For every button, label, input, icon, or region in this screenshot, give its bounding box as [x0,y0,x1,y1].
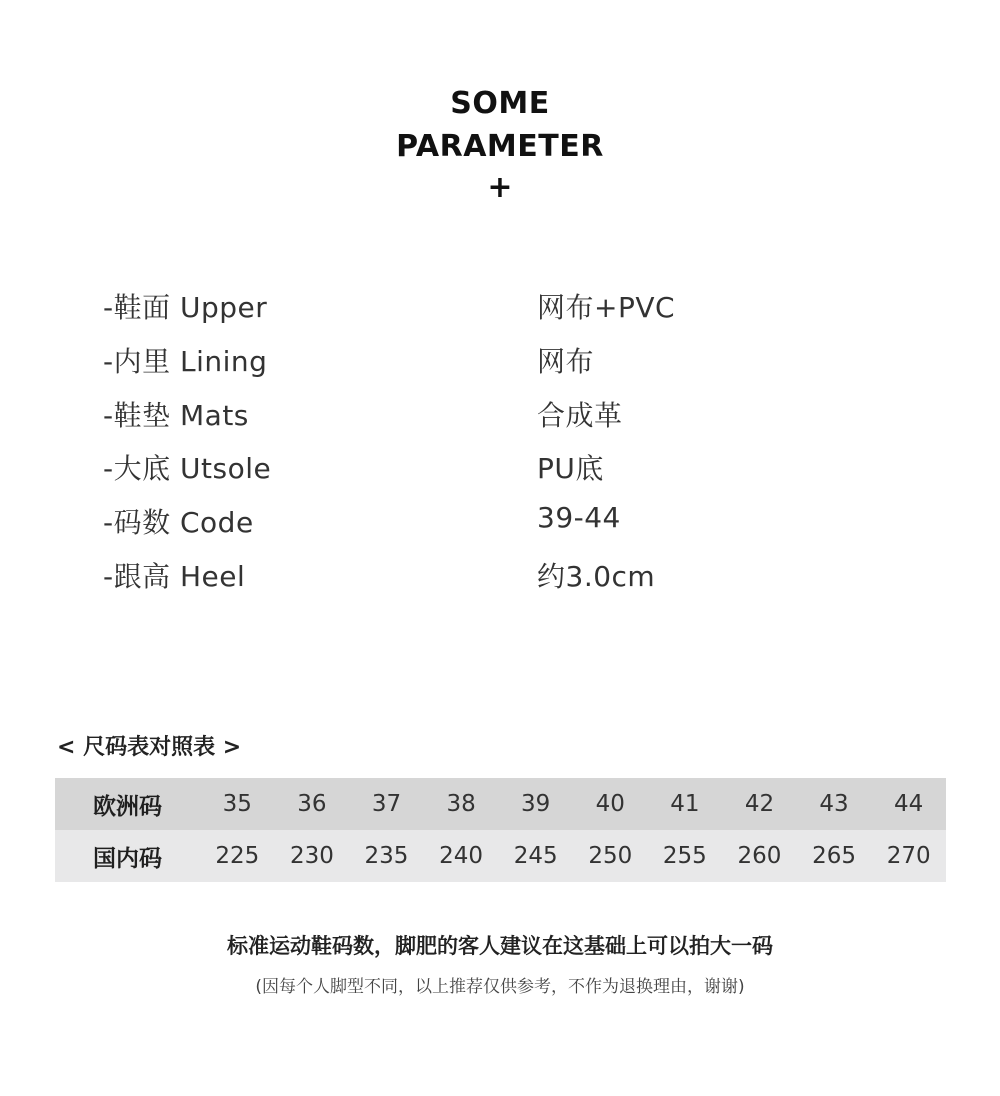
param-label: -大底 Utsole [103,452,272,486]
parameter-title-block [0,82,1000,208]
size-cell: 230 [289,843,334,869]
size-row-header: 欧洲码 [93,793,162,820]
param-label: -内里 Lining [103,344,268,378]
param-value: 网布+PVC [537,291,676,324]
param-row-lining [103,340,803,394]
size-chart-caption: < 尺码表对照表 > [57,735,242,760]
size-cell: 42 [744,791,775,817]
size-cell: 43 [819,791,849,817]
size-row-header: 国内码 [93,845,162,872]
param-label: -码数 Code [103,506,254,540]
size-cell: 41 [670,791,700,817]
param-row-code [103,501,803,555]
size-disclaimer-note: (因每个人脚型不同，以上推荐仅供参考，不作为退换理由，谢谢) [255,977,745,997]
title-line-1: SOME [450,86,550,121]
size-row-eu [55,778,946,830]
size-chart-table [55,778,946,882]
size-cell: 40 [595,791,625,817]
param-row-heel [103,555,803,609]
size-cell: 255 [662,843,707,869]
param-row-mats [103,394,803,448]
size-cell: 225 [215,843,260,869]
param-value: PU底 [537,452,604,486]
size-cell: 245 [513,843,558,869]
param-label: -鞋垫 Mats [103,398,249,432]
size-cell: 44 [894,791,924,817]
size-cell: 235 [364,843,409,869]
parameter-list [103,286,803,609]
size-cell: 250 [588,843,633,869]
size-cell: 37 [371,791,402,817]
plus-icon: + [487,170,513,205]
size-advice-note: 标准运动鞋码数，脚肥的客人建议在这基础上可以拍大一码 [227,934,773,958]
size-cell: 36 [297,791,327,817]
size-cell: 270 [886,843,931,869]
size-cell: 260 [737,843,782,869]
param-row-upper [103,286,803,340]
size-cell: 265 [812,843,856,869]
param-value: 网布 [537,344,595,378]
title-line-2: PARAMETER [396,129,604,164]
param-value: 合成革 [537,398,623,432]
size-cell: 240 [439,843,484,869]
param-row-outsole [103,447,803,501]
param-label: -跟高 Heel [103,559,246,593]
param-label: -鞋面 Upper [103,291,268,324]
size-cell: 39 [521,791,551,817]
size-cell: 38 [446,791,476,817]
size-cell: 35 [222,791,252,817]
size-row-cn [55,830,946,882]
param-value: 约3.0cm [537,559,656,593]
param-value: 39-44 [537,501,621,535]
